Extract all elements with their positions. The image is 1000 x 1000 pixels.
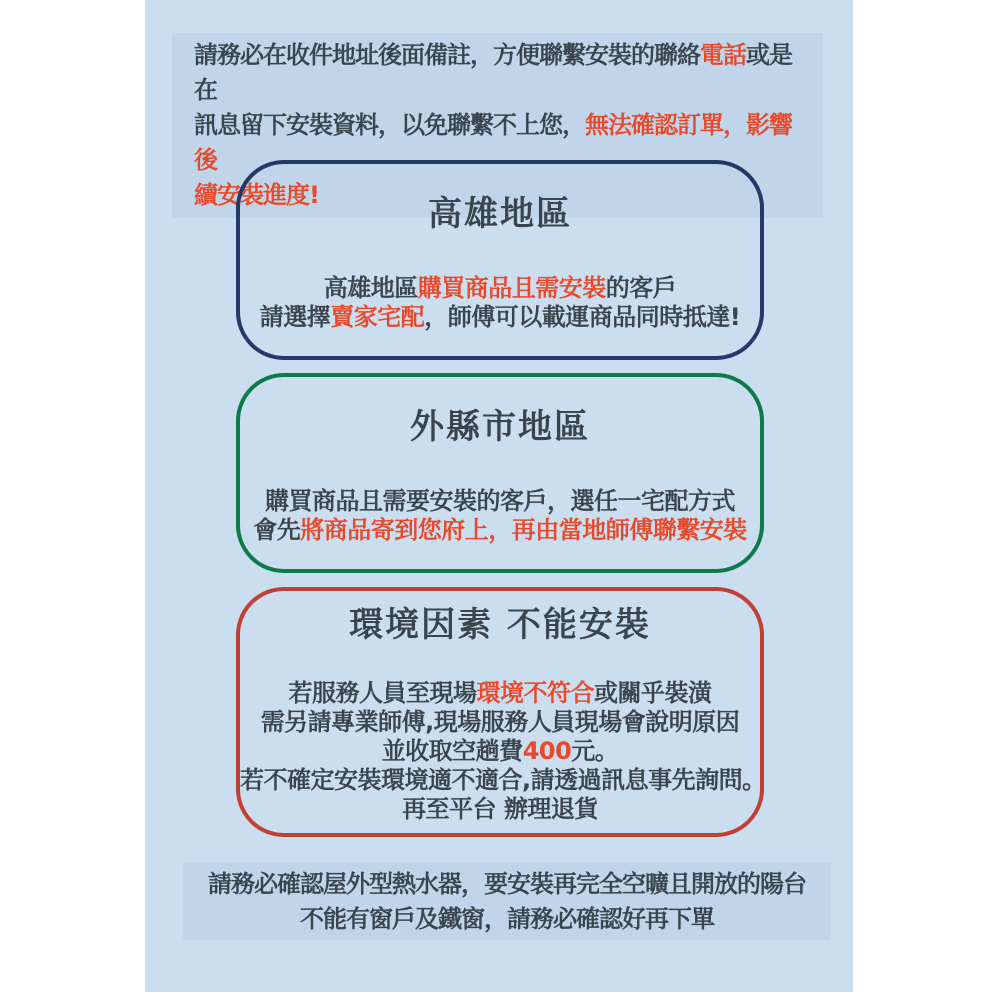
body-text: 訊息留下安裝資料，以免聯繫不上您， <box>194 111 585 139</box>
highlight-text: 環境不符合 <box>476 679 594 707</box>
highlight-text: 賣家宅配 <box>330 303 425 331</box>
body-text: 請選擇 <box>259 303 331 331</box>
highlight-text: 電話 <box>700 41 746 69</box>
notice-line <box>187 867 827 902</box>
highlight-text: 將商品寄到您府上，再由當地師傅聯繫安裝 <box>300 516 747 544</box>
body-text: 會先 <box>253 516 301 544</box>
body-text: 若服務人員至現場 <box>288 679 477 707</box>
body-text: 或是在 <box>194 41 792 104</box>
body-text: 或關乎裝潢 <box>594 679 712 707</box>
notice-line <box>240 516 760 545</box>
body-text: ，師傅可以載運商品同時抵達! <box>424 303 741 331</box>
notice-line <box>240 766 766 795</box>
notice-line <box>240 274 760 303</box>
region-box-title: 高雄地區 <box>428 194 572 234</box>
region-box-environment <box>236 587 764 837</box>
body-text: 不能有窗戶及鐵窗，請務必確認好再下單 <box>300 905 714 933</box>
body-text: 請務必在收件地址後面備註，方便聯繫安裝的聯絡 <box>194 41 700 69</box>
notice-line <box>240 708 760 737</box>
highlight-text: 無法確認訂單，影響後 <box>194 111 792 174</box>
notice-line <box>187 902 827 937</box>
highlight-text: 400 <box>522 737 572 765</box>
body-text: 元。 <box>571 737 619 765</box>
blue-panel <box>145 0 853 992</box>
highlight-text: 購買商品且需安裝 <box>417 274 606 302</box>
notice-line <box>240 487 760 516</box>
region-box-title: 外縣市地區 <box>410 407 590 447</box>
body-text: 需另請專業師傅,現場服務人員現場會說明原因 <box>260 708 740 736</box>
body-text: 請務必確認屋外型熱水器，要安裝再完全空曠且開放的陽台 <box>208 870 806 898</box>
region-box-body <box>240 679 766 824</box>
body-text: 並收取空趟費 <box>381 737 523 765</box>
notice-line <box>240 303 760 332</box>
notice-line <box>194 38 801 108</box>
region-box-other-counties <box>236 373 764 573</box>
region-box-kaohsiung <box>236 160 764 360</box>
highlight-text: 續安裝進度! <box>194 181 319 209</box>
body-text: 高雄地區 <box>323 274 418 302</box>
notice-line <box>240 679 760 708</box>
notice-line <box>240 737 760 766</box>
notice-line <box>240 795 760 824</box>
body-text: 若不確定安裝環境適不適合,請透過訊息事先詢問。 <box>240 766 766 794</box>
body-text: 購買商品且需要安裝的客戶，選任一宅配方式 <box>265 487 735 515</box>
body-text: 的客戶 <box>605 274 677 302</box>
region-box-body <box>240 274 760 332</box>
bottom-outdoor-heater-notice <box>183 862 831 940</box>
region-box-body <box>240 487 760 545</box>
region-box-title: 環境因素 不能安裝 <box>349 605 651 645</box>
body-text: 再至平台 辦理退貨 <box>402 795 598 823</box>
